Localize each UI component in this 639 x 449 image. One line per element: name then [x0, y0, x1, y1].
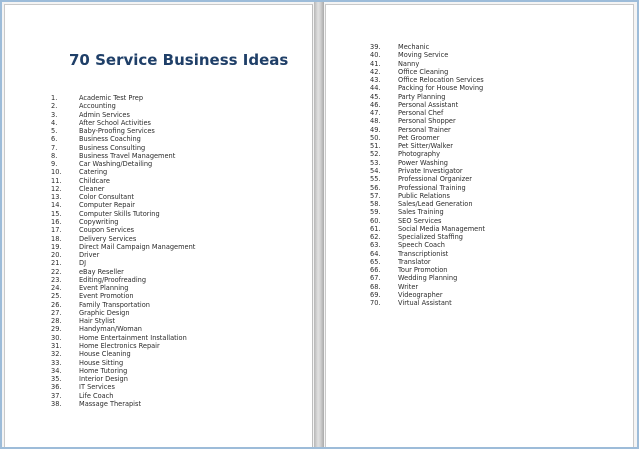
list-item — [51, 102, 195, 110]
item-text: Social Media Management — [398, 224, 485, 233]
item-number: 62. — [370, 233, 381, 242]
item-number: 68. — [370, 282, 381, 291]
list-item — [51, 226, 195, 234]
item-number: 43. — [370, 76, 381, 85]
list-item — [370, 150, 485, 158]
item-number: 49. — [370, 125, 381, 134]
list-item — [370, 200, 485, 208]
item-text: Baby-Proofing Services — [79, 127, 155, 136]
item-number: 61. — [370, 224, 381, 233]
item-text: Life Coach — [79, 391, 114, 400]
item-number: 57. — [370, 191, 381, 200]
list-item — [370, 101, 485, 109]
page-right — [325, 4, 634, 449]
item-number: 53. — [370, 158, 381, 167]
item-text: Photography — [398, 150, 441, 159]
list-item — [51, 317, 195, 325]
item-number: 23. — [51, 275, 62, 284]
list-item — [370, 217, 485, 225]
list-item — [51, 259, 195, 267]
item-text: Packing for House Moving — [398, 84, 484, 93]
item-number: 11. — [51, 176, 62, 185]
item-text: Catering — [79, 168, 108, 177]
item-text: Tour Promotion — [398, 266, 448, 275]
list-item — [370, 241, 485, 249]
item-number: 29. — [51, 325, 62, 334]
item-number: 2. — [51, 102, 58, 111]
item-text: Home Tutoring — [79, 366, 128, 375]
item-number: 12. — [51, 184, 62, 193]
list-item — [51, 309, 195, 317]
item-text: Editing/Proofreading — [79, 275, 147, 284]
item-text: Sales Training — [398, 208, 444, 217]
page-gutter — [314, 0, 324, 449]
list-item — [51, 350, 195, 358]
list-item — [51, 201, 195, 209]
item-text: eBay Reseller — [79, 267, 124, 276]
item-text: Delivery Services — [79, 234, 137, 243]
list-item — [370, 84, 485, 92]
item-number: 18. — [51, 234, 62, 243]
list-item — [370, 117, 485, 125]
item-number: 37. — [51, 391, 62, 400]
item-number: 26. — [51, 300, 62, 309]
list-item — [370, 142, 485, 150]
item-text: Computer Repair — [79, 201, 135, 210]
document-title: 70 Service Business Ideas — [69, 51, 289, 69]
list-item — [51, 235, 195, 243]
list-item — [51, 325, 195, 333]
item-text: Specialized Staffing — [398, 233, 463, 242]
item-text: Sales/Lead Generation — [398, 200, 473, 209]
list-item — [51, 251, 195, 259]
list-item — [51, 177, 195, 185]
item-number: 20. — [51, 251, 62, 260]
item-text: Writer — [398, 282, 419, 291]
item-text: Personal Chef — [398, 109, 444, 118]
list-item — [51, 144, 195, 152]
item-number: 5. — [51, 127, 58, 136]
item-number: 66. — [370, 266, 381, 275]
item-number: 22. — [51, 267, 62, 276]
item-text: Home Electronics Repair — [79, 341, 160, 350]
item-text: Mechanic — [398, 43, 430, 51]
list-item — [370, 109, 485, 117]
item-number: 21. — [51, 259, 62, 268]
list-item — [370, 51, 485, 59]
list-item — [51, 276, 195, 284]
list-item — [51, 375, 195, 383]
list-item — [51, 292, 195, 300]
item-number: 55. — [370, 175, 381, 184]
item-text: Professional Training — [398, 183, 466, 192]
item-text: Office Relocation Services — [398, 76, 484, 85]
item-number: 47. — [370, 109, 381, 118]
item-text: Translator — [398, 257, 431, 266]
item-number: 19. — [51, 242, 62, 251]
item-text: Speech Coach — [398, 241, 445, 250]
item-text: Pet Sitter/Walker — [398, 142, 453, 151]
item-number: 15. — [51, 209, 62, 218]
list-item — [51, 342, 195, 350]
item-text: Business Consulting — [79, 143, 146, 152]
item-text: Business Travel Management — [79, 151, 176, 160]
item-text: Coupon Services — [79, 226, 135, 235]
item-number: 6. — [51, 135, 58, 144]
list-item — [370, 93, 485, 101]
ideas-list-right — [370, 43, 485, 308]
list-item — [51, 383, 195, 391]
list-item — [51, 334, 195, 342]
item-text: Massage Therapist — [79, 399, 142, 408]
item-text: Professional Organizer — [398, 175, 472, 184]
item-number: 34. — [51, 366, 62, 375]
item-text: Event Promotion — [79, 292, 134, 301]
list-item — [370, 60, 485, 68]
list-item — [51, 185, 195, 193]
item-number: 17. — [51, 226, 62, 235]
item-number: 30. — [51, 333, 62, 342]
list-item — [370, 43, 485, 51]
item-number: 31. — [51, 341, 62, 350]
list-item — [51, 284, 195, 292]
item-text: Hair Stylist — [79, 317, 115, 326]
list-item — [370, 192, 485, 200]
list-item — [51, 243, 195, 251]
item-text: Power Washing — [398, 158, 448, 167]
item-number: 46. — [370, 100, 381, 109]
page-left — [4, 4, 313, 449]
item-number: 36. — [51, 383, 62, 392]
item-number: 64. — [370, 249, 381, 258]
item-text: Office Cleaning — [398, 67, 449, 76]
list-item — [370, 233, 485, 241]
list-item — [370, 184, 485, 192]
item-number: 14. — [51, 201, 62, 210]
list-item — [370, 250, 485, 258]
item-number: 51. — [370, 142, 381, 151]
ideas-list-left — [51, 94, 195, 408]
item-text: Transcriptionist — [398, 249, 449, 258]
item-number: 3. — [51, 110, 58, 119]
list-item — [370, 76, 485, 84]
list-item — [51, 359, 195, 367]
item-number: 38. — [51, 399, 62, 408]
item-text: Admin Services — [79, 110, 130, 119]
item-number: 40. — [370, 51, 381, 60]
item-number: 25. — [51, 292, 62, 301]
item-number: 58. — [370, 200, 381, 209]
item-number: 69. — [370, 290, 381, 299]
item-text: Nanny — [398, 59, 420, 68]
item-text: Business Coaching — [79, 135, 141, 144]
item-text: Personal Assistant — [398, 100, 459, 109]
item-text: DJ — [79, 259, 87, 268]
item-text: Party Planning — [398, 92, 446, 101]
item-text: Accounting — [79, 102, 116, 111]
list-item — [370, 126, 485, 134]
list-item — [370, 175, 485, 183]
list-item — [51, 119, 195, 127]
item-text: House Sitting — [79, 358, 124, 367]
list-item — [51, 268, 195, 276]
list-item — [370, 299, 485, 307]
item-number: 32. — [51, 350, 62, 359]
item-text: Direct Mail Campaign Management — [79, 242, 196, 251]
list-item — [51, 400, 195, 408]
list-item — [370, 274, 485, 282]
item-text: Pet Groomer — [398, 133, 440, 142]
list-item — [51, 301, 195, 309]
item-number: 4. — [51, 118, 58, 127]
list-item — [51, 367, 195, 375]
item-text: Car Washing/Detailing — [79, 160, 153, 169]
item-text: Home Entertainment Installation — [79, 333, 187, 342]
list-item — [51, 111, 195, 119]
list-item — [51, 160, 195, 168]
list-item — [51, 127, 195, 135]
item-number: 65. — [370, 257, 381, 266]
item-text: Private Investigator — [398, 166, 463, 175]
list-item — [370, 283, 485, 291]
list-item — [51, 135, 195, 143]
item-number: 45. — [370, 92, 381, 101]
item-text: Wedding Planning — [398, 274, 458, 283]
item-text: Color Consultant — [79, 193, 134, 202]
item-number: 28. — [51, 317, 62, 326]
list-item — [51, 210, 195, 218]
item-text: Personal Shopper — [398, 117, 456, 126]
item-text: Personal Trainer — [398, 125, 451, 134]
item-text: Public Relations — [398, 191, 450, 200]
item-text: Family Transportation — [79, 300, 150, 309]
list-item — [370, 68, 485, 76]
item-number: 16. — [51, 217, 62, 226]
item-number: 44. — [370, 84, 381, 93]
list-item — [370, 266, 485, 274]
item-number: 42. — [370, 67, 381, 76]
item-number: 9. — [51, 160, 58, 169]
item-number: 50. — [370, 133, 381, 142]
item-text: Academic Test Prep — [79, 94, 144, 102]
item-number: 70. — [370, 299, 381, 308]
item-text: Driver — [79, 251, 100, 260]
item-text: Handyman/Woman — [79, 325, 142, 334]
item-text: Videographer — [398, 290, 443, 299]
item-number: 67. — [370, 274, 381, 283]
item-number: 35. — [51, 375, 62, 384]
item-number: 1. — [51, 94, 58, 102]
list-item — [370, 258, 485, 266]
item-number: 8. — [51, 151, 58, 160]
item-text: Interior Design — [79, 375, 128, 384]
item-text: Virtual Assistant — [398, 299, 452, 308]
item-text: After School Activities — [79, 118, 151, 127]
item-text: IT Services — [79, 383, 115, 392]
item-text: Computer Skills Tutoring — [79, 209, 160, 218]
item-number: 7. — [51, 143, 58, 152]
list-item — [51, 392, 195, 400]
item-number: 56. — [370, 183, 381, 192]
list-item — [51, 193, 195, 201]
item-number: 27. — [51, 308, 62, 317]
item-text: Event Planning — [79, 284, 129, 293]
item-number: 24. — [51, 284, 62, 293]
list-item — [51, 218, 195, 226]
item-text: Cleaner — [79, 184, 105, 193]
item-number: 41. — [370, 59, 381, 68]
list-item — [51, 152, 195, 160]
list-item — [370, 159, 485, 167]
item-number: 10. — [51, 168, 62, 177]
item-number: 13. — [51, 193, 62, 202]
item-number: 48. — [370, 117, 381, 126]
list-item — [370, 291, 485, 299]
item-text: House Cleaning — [79, 350, 131, 359]
list-item — [51, 168, 195, 176]
item-text: Moving Service — [398, 51, 449, 60]
list-item — [370, 167, 485, 175]
item-number: 54. — [370, 166, 381, 175]
item-text: Childcare — [79, 176, 110, 185]
item-number: 39. — [370, 43, 381, 51]
item-text: SEO Services — [398, 216, 442, 225]
item-number: 63. — [370, 241, 381, 250]
list-item — [370, 134, 485, 142]
item-number: 60. — [370, 216, 381, 225]
list-item — [370, 208, 485, 216]
list-item — [51, 94, 195, 102]
item-text: Copywriting — [79, 217, 119, 226]
list-item — [370, 225, 485, 233]
item-text: Graphic Design — [79, 308, 130, 317]
item-number: 59. — [370, 208, 381, 217]
item-number: 52. — [370, 150, 381, 159]
item-number: 33. — [51, 358, 62, 367]
